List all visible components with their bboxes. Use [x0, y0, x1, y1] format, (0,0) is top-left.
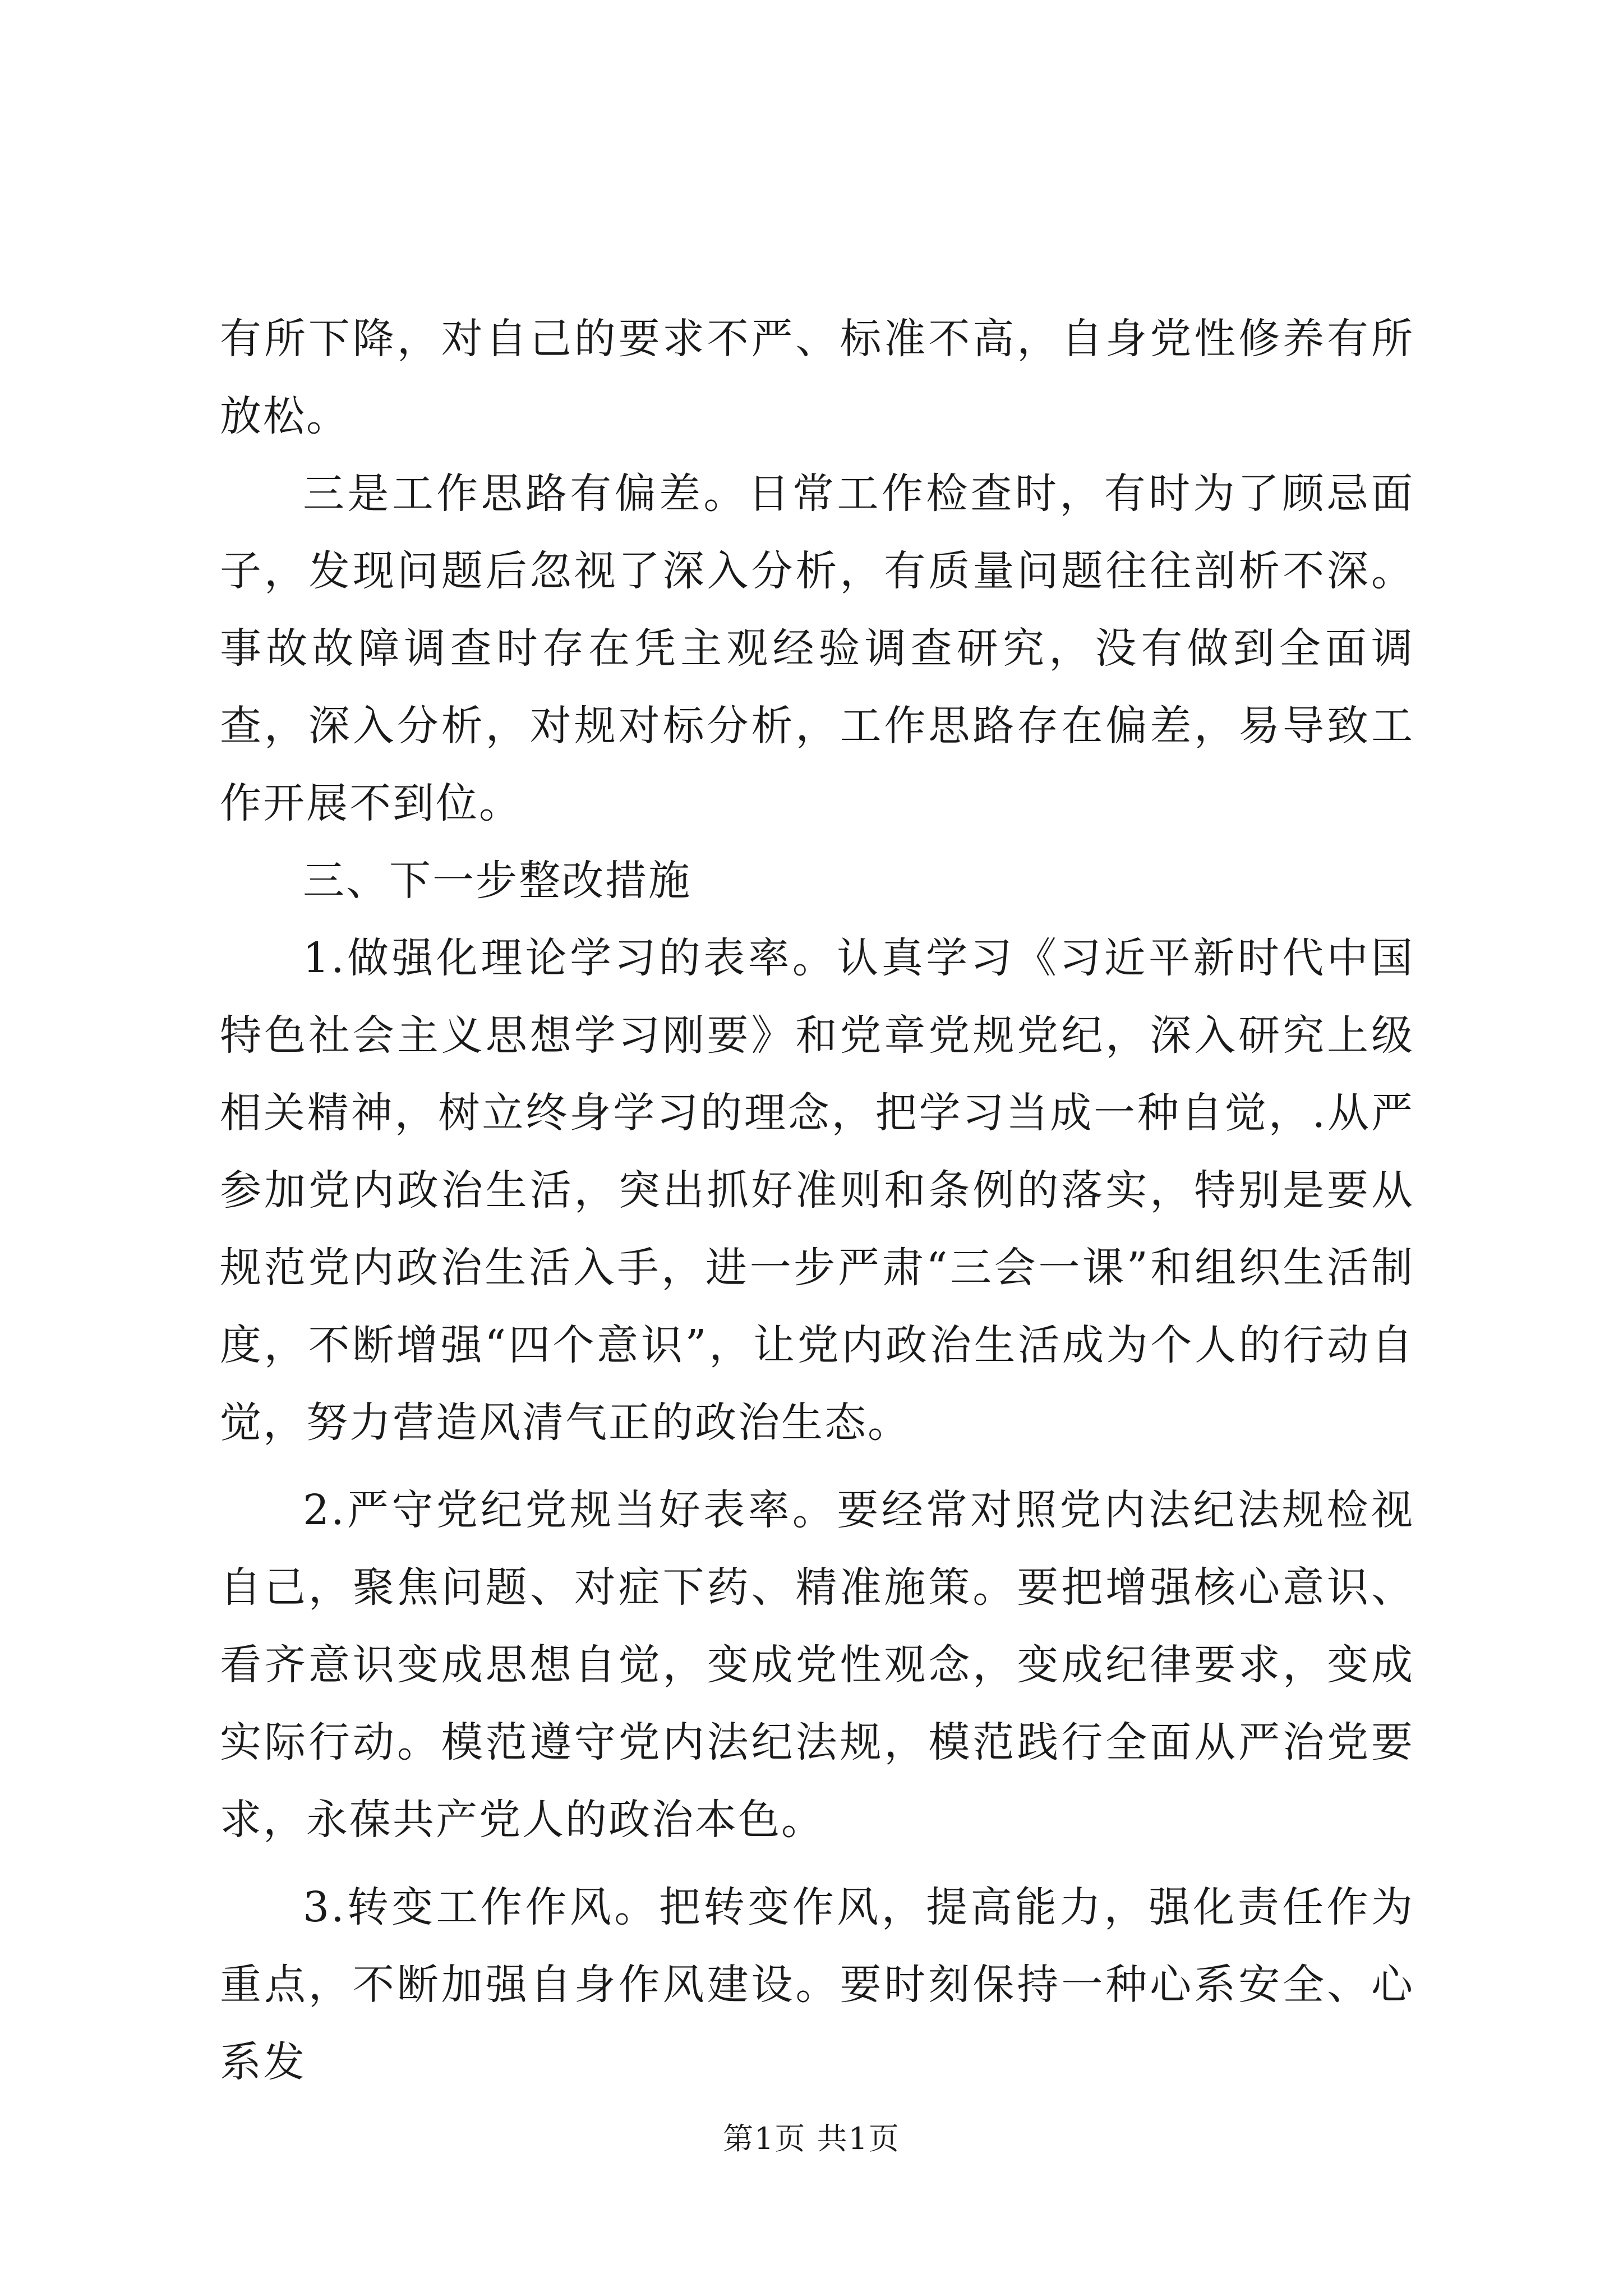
page-footer: 第1页 共1页 — [723, 2121, 900, 2156]
paragraph-continuation: 有所下降，对自己的要求不严、标准不高，自身党性修养有所放松。 — [220, 315, 1414, 440]
paragraph-measure-1: 1.做强化理论学习的表率。认真学习《习近平新时代中国特色社会主义思想学习刚要》和党章党规党纪，深入研究上级相关精神，树立终身学习的理念，把学习当成一种自觉，.从严参加党内政治生活，突出抓好准则和条例的落实，特别是要从规范党内政治生活入手，进一步严肃“三会一课”和组织生活制度，不断增强“四个意识”，让党内政治生活成为个人的行动自觉，努力营造风清气正的政治生态。 — [220, 934, 1414, 1447]
paragraph-measure-3: 3.转变工作作风。把转变作风，提高能力，强化责任作为重点，不断加强自身作风建设。要时刻保持一种心系安全、心系发 — [220, 1883, 1414, 2086]
section-heading-next-steps: 三、下一步整改措施 — [303, 857, 691, 905]
paragraph-work-approach: 三是工作思路有偏差。日常工作检查时，有时为了顾忌面子，发现问题后忽视了深入分析，有质量问题往往剖析不深。事故故障调查时存在凭主观经验调查研究，没有做到全面调查，深入分析，对规对标分析，工作思路存在偏差，易导致工作开展不到位。 — [220, 470, 1414, 827]
paragraph-measure-2: 2.严守党纪党规当好表率。要经常对照党内法纪法规检视自己，聚焦问题、对症下药、精准施策。要把增强核心意识、看齐意识变成思想自觉，变成党性观念，变成纪律要求，变成实际行动。模范遵守党内法纪法规，模范践行全面从严治党要求，永葆共产党人的政治本色。 — [220, 1486, 1414, 1844]
document-body — [220, 300, 1414, 2101]
